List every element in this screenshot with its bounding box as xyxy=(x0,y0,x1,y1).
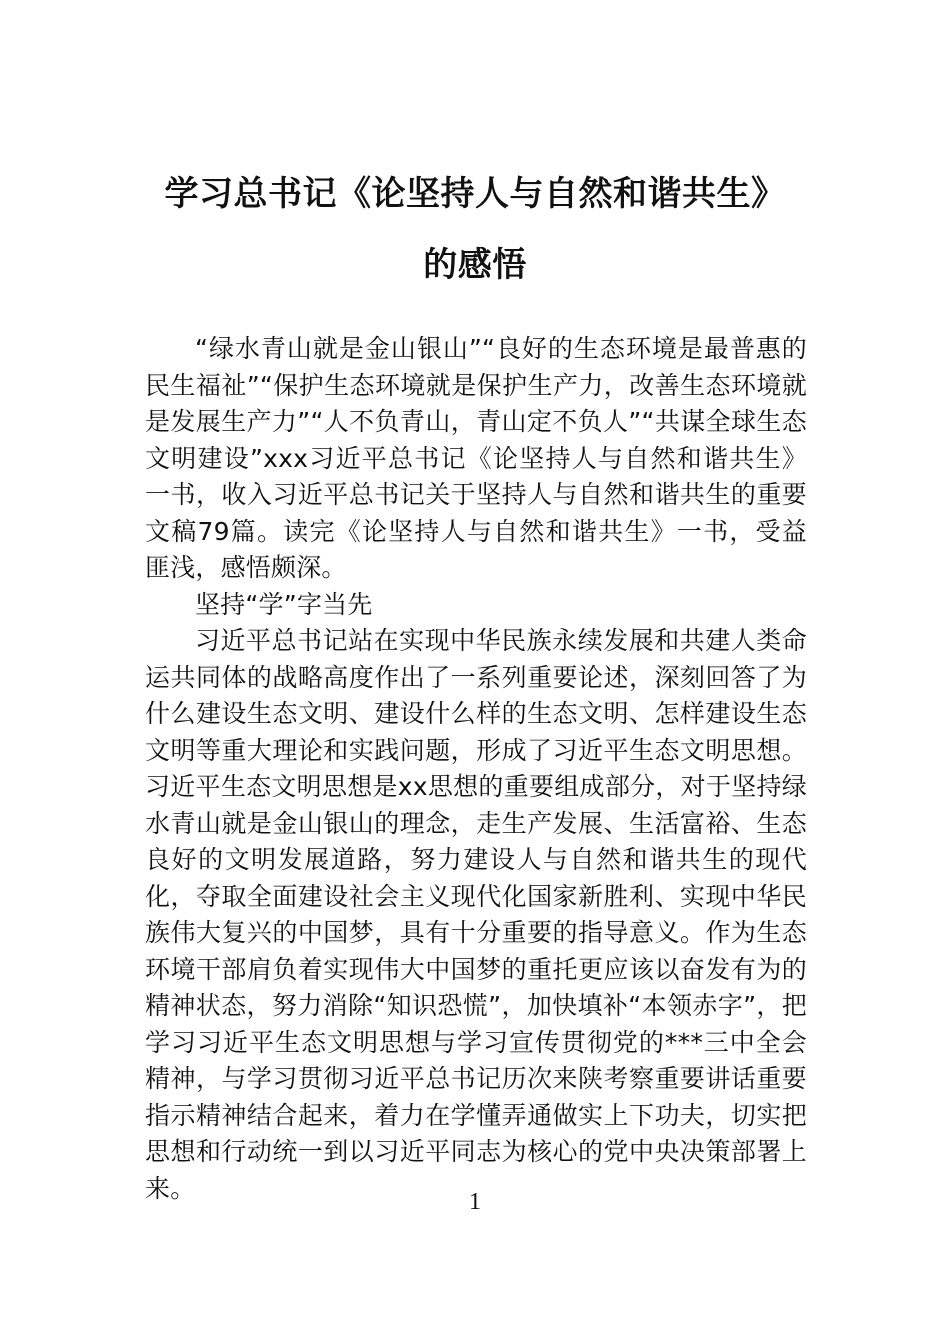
paragraph-intro: “绿水青山就是金山银山”“良好的生态环境是最普惠的民生福祉”“保护生态环境就是保护生产力，改善生态环境就是发展生产力”“人不负青山，青山定不负人”“共谋全球生态文明建设”xxx习近平总书记《论坚持人与自然和谐共生》一书，收入习近平总书记关于坚持人与自然和谐共生的重要文稿79篇。读完《论坚持人与自然和谐共生》一书，受益匪浅，感悟颇深。 xyxy=(145,334,807,582)
document-title-line-1: 学习总书记《论坚持人与自然和谐共生》 xyxy=(164,174,786,214)
document-body xyxy=(145,331,807,1207)
section-heading: 坚持“学”字当先 xyxy=(195,589,373,619)
paragraph-study: 习近平总书记站在实现中华民族永续发展和共建人类命运共同体的战略高度作出了一系列重要论述，深刻回答了为什么建设生态文明、建设什么样的生态文明、怎样建设生态文明等重大理论和实践问题，形成了习近平生态文明思想。习近平生态文明思想是xx思想的重要组成部分，对于坚持绿水青山就是金山银山的理念，走生产发展、生活富裕、生态良好的文明发展道路，努力建设人与自然和谐共生的现代化，夺取全面建设社会主义现代化国家新胜利、实现中华民族伟大复兴的中国梦，具有十分重要的指导意义。作为生态环境干部肩负着实现伟大中国梦的重托更应该以奋发有为的精神状态，努力消除“知识恐慌”，加快填补“本领赤字”，把学习习近平生态文明思想与学习宣传贯彻党的***三中全会精神，与学习贯彻习近平总书记历次来陕考察重要讲话重要指示精神结合起来，着力在学懂弄通做实上下功夫，切实把思想和行动统一到以习近平同志为核心的党中央决策部署上来。 xyxy=(145,626,807,1203)
page-number: 1 xyxy=(469,1189,481,1215)
document-title-line-2: 的感悟 xyxy=(423,245,527,285)
